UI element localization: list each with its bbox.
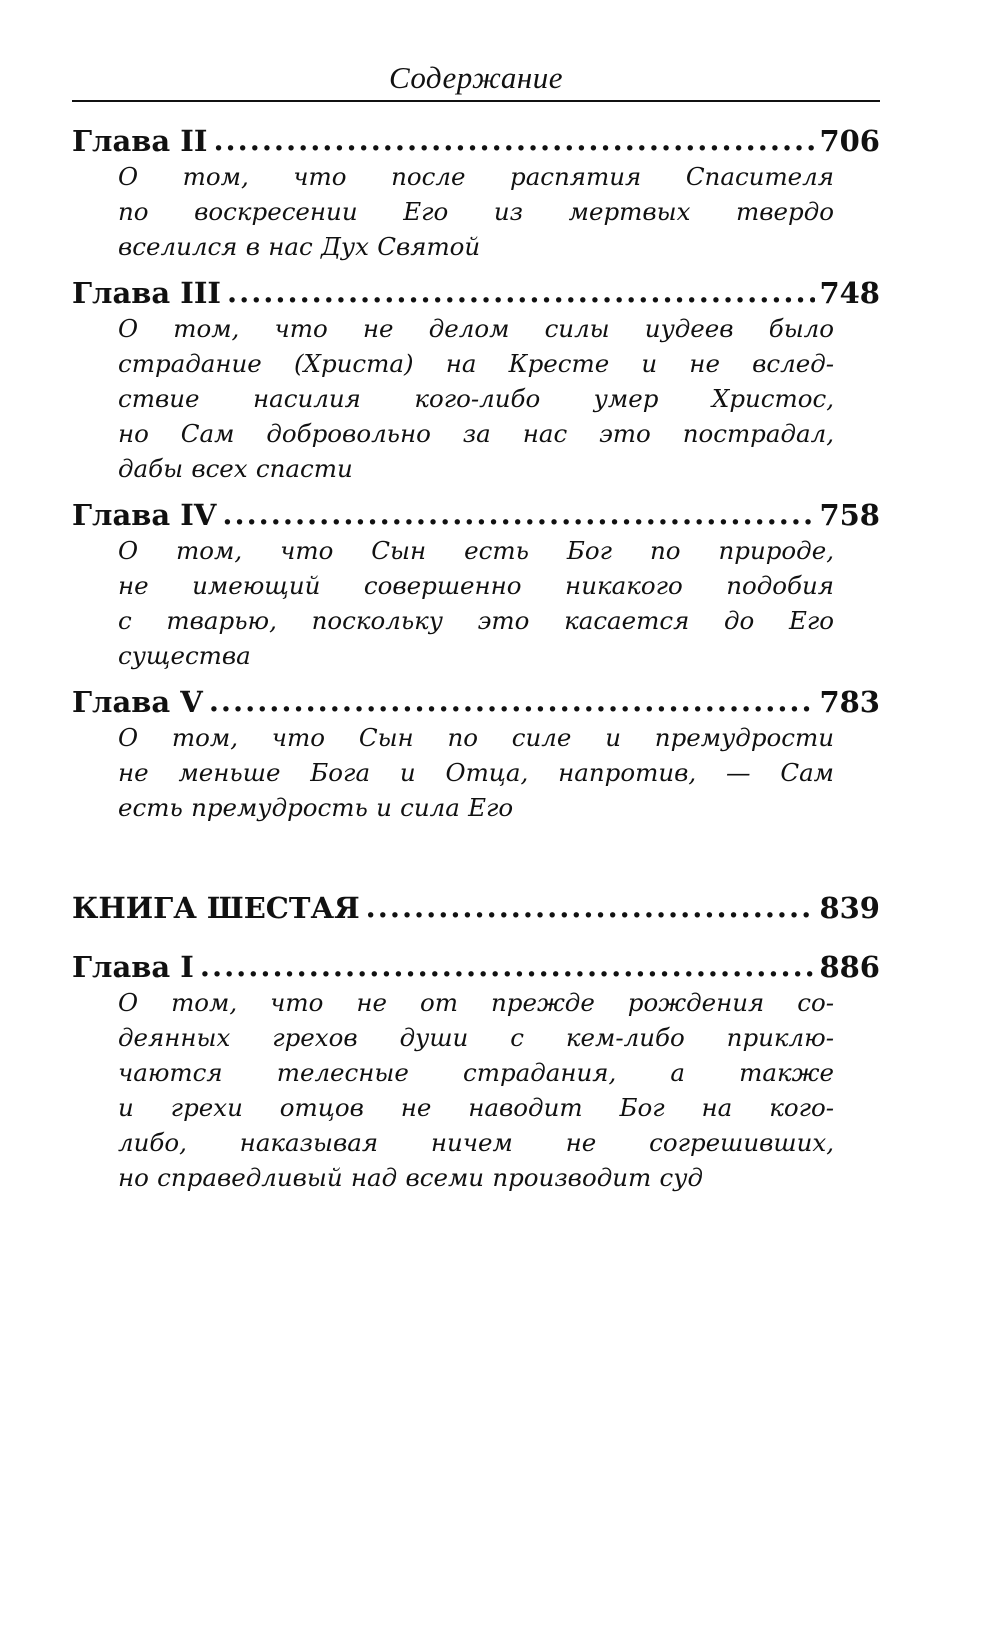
description-line: но справедливый над всеми производит суд [118, 1163, 703, 1192]
page-number: 886 [819, 950, 880, 984]
chapter-title: Глава II [72, 124, 208, 158]
page-number: 783 [819, 685, 880, 719]
description-line: но Сам добровольно за нас это пострадал, [118, 419, 834, 448]
description-line: дабы всех спасти [118, 454, 353, 483]
dot-leader [227, 274, 815, 310]
toc-entry-heading[interactable] [72, 497, 880, 533]
page-number: 748 [819, 276, 880, 310]
toc-entry-chapter-4 [72, 497, 880, 673]
description-line: О том, что не делом силы иудеев было [118, 314, 834, 343]
toc-entry-chapter-3 [72, 275, 880, 486]
description-line: страдание (Христа) на Кресте и не вслед- [118, 349, 834, 378]
description-line: по воскресении Его из мертвых твердо [118, 197, 834, 226]
description-line: либо, наказывая ничем не согрешивших, [118, 1128, 834, 1157]
chapter-description [118, 720, 834, 825]
description-line: О том, что после распятия Спасителя [118, 162, 834, 191]
description-line: О том, что Сын по силе и премудрости [118, 723, 834, 752]
chapter-description [118, 159, 834, 264]
description-line: чаются телесные страдания, а также [118, 1058, 834, 1087]
dot-leader [209, 683, 816, 719]
toc-entry-book-6-chapter-1 [72, 949, 880, 1195]
dot-leader [366, 889, 816, 925]
description-line: и грехи отцов не наводит Бог на кого- [118, 1093, 834, 1122]
toc-entry-heading[interactable] [72, 949, 880, 985]
chapter-description [118, 985, 834, 1195]
description-line: О том, что не от прежде рождения со- [118, 988, 834, 1017]
toc-entry-heading[interactable] [72, 123, 880, 159]
page-number: 758 [819, 498, 880, 532]
toc-book-heading[interactable] [72, 890, 880, 926]
dot-leader [222, 496, 815, 532]
dot-leader [213, 122, 815, 158]
description-line: не имеющий совершенно никакого подобия [118, 571, 834, 600]
description-line: с тварью, поскольку это касается до Его [118, 606, 834, 635]
description-line: не меньше Бога и Отца, напротив, — Сам [118, 758, 834, 787]
chapter-title: Глава III [72, 276, 221, 310]
toc-entry-heading[interactable] [72, 275, 880, 311]
toc-page [72, 55, 880, 1195]
book-title: КНИГА ШЕСТАЯ [72, 891, 360, 925]
description-line: вселился в нас Дух Святой [118, 232, 481, 261]
page-number: 839 [819, 891, 880, 925]
chapter-title: Глава V [72, 685, 203, 719]
description-line: ствие насилия кого-либо умер Христос, [118, 384, 834, 413]
running-head: Содержание [388, 60, 564, 95]
chapter-title: Глава I [72, 950, 194, 984]
toc-entry-chapter-5 [72, 684, 880, 825]
description-line: существа [118, 641, 251, 670]
description-line: есть премудрость и сила Его [118, 793, 514, 822]
description-line: деянных грехов души с кем-либо приклю- [118, 1023, 834, 1052]
toc-entry-heading[interactable] [72, 684, 880, 720]
description-line: О том, что Сын есть Бог по природе, [118, 536, 834, 565]
toc-entry-book-6 [72, 890, 880, 926]
chapter-title: Глава IV [72, 498, 217, 532]
chapter-description [118, 533, 834, 673]
chapter-description [118, 311, 834, 486]
dot-leader [200, 948, 816, 984]
page-number: 706 [819, 124, 880, 158]
header-rule [72, 100, 880, 102]
toc-entry-chapter-2 [72, 123, 880, 264]
